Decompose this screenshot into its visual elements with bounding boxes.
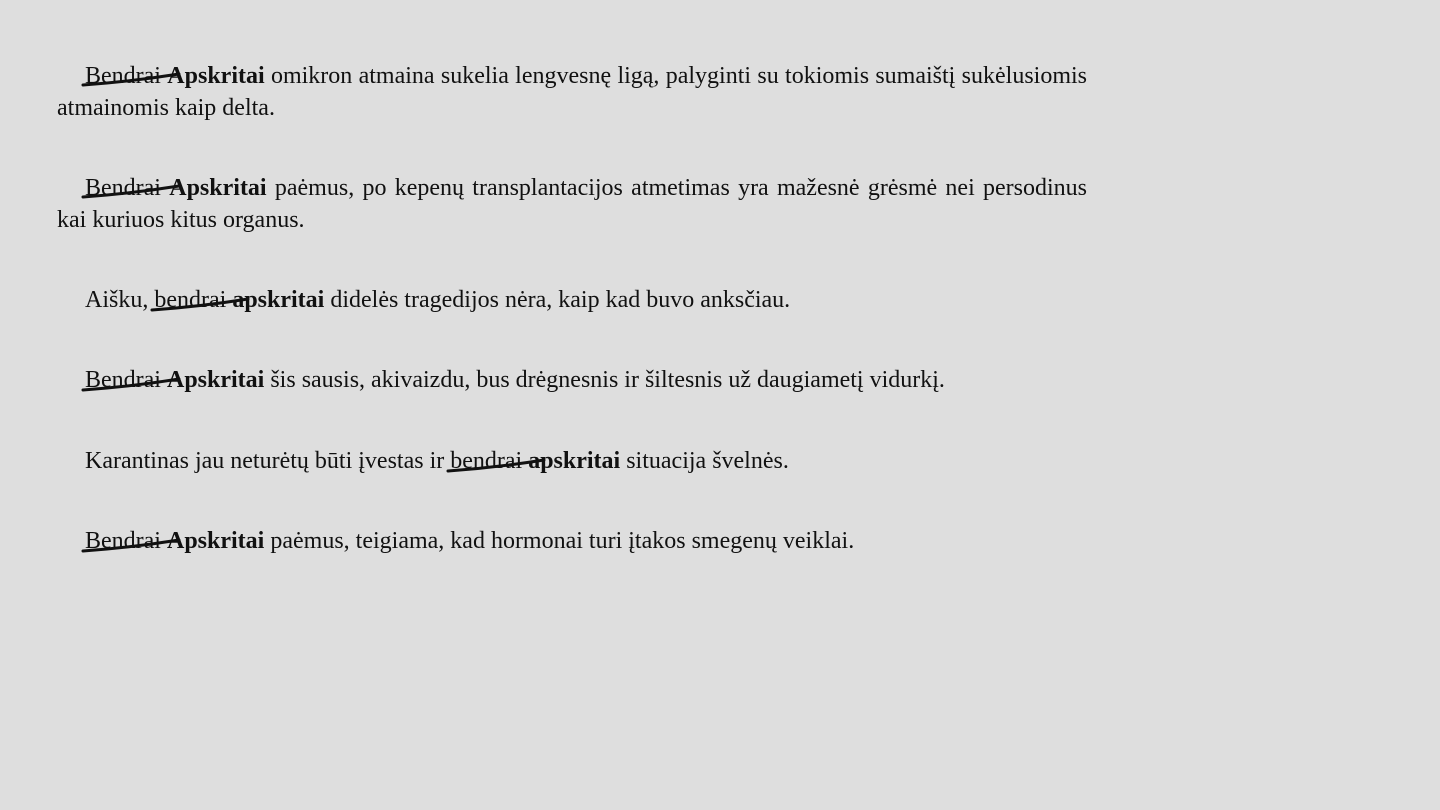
replacement-word: Apskritai (169, 175, 267, 201)
struck-word: Bendrai (85, 172, 161, 204)
replacement-word: apskritai (232, 287, 325, 313)
paragraph-4 (57, 364, 1087, 396)
paragraph-lead-text: Karantinas jau neturėtų būti įvestas ir (85, 448, 445, 474)
paragraph-text: situacija švelnės. (626, 448, 789, 474)
struck-word: bendrai (450, 445, 522, 477)
paragraph-2 (57, 172, 1087, 236)
struck-word: bendrai (154, 284, 226, 316)
paragraph-lead-text: Aišku, (85, 287, 149, 313)
paragraph-text: paėmus, teigiama, kad hormonai turi įtakos smegenų veiklai. (270, 528, 855, 554)
replacement-word: Apskritai (166, 528, 265, 554)
paragraph-text: šis sausis, akivaizdu, bus drėgnesnis ir šiltesnis už daugiametį vidurkį. (270, 367, 945, 393)
paragraph-text: didelės tragedijos nėra, kaip kad buvo anksčiau. (330, 287, 791, 313)
paragraph-3 (57, 284, 1087, 316)
paragraph-text: paėmus, po kepenų transplantacijos atmetimas yra mažesnė grėsmė nei persodinus kai kuriuos kitus organus. (57, 175, 1087, 233)
replacement-word: Apskritai (166, 367, 265, 393)
struck-word: Bendrai (85, 60, 161, 92)
paragraph-1 (57, 60, 1087, 124)
paragraph-6 (57, 525, 1087, 557)
replacement-word: apskritai (528, 448, 621, 474)
replacement-word: Apskritai (167, 63, 265, 89)
paragraph-5 (57, 445, 1087, 477)
struck-word: Bendrai (85, 525, 161, 557)
paragraph-text: omikron atmaina sukelia lengvesnę ligą, palyginti su tokiomis sumaištį sukėlusiomis atmainomis kaip delta. (57, 63, 1088, 121)
struck-word: Bendrai (85, 364, 161, 396)
